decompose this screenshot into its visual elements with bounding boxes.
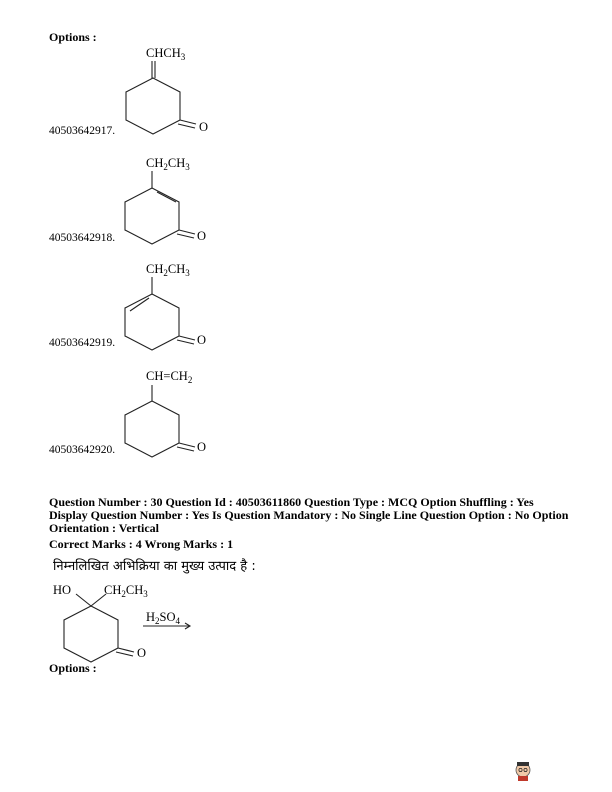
mascot-icon [514,760,532,782]
question-marks: Correct Marks : 4 Wrong Marks : 1 [49,537,234,551]
question-meta-line1: Question Number : 30 Question Id : 40503611860 Question Type : MCQ Option Shuffling : Yes [49,495,534,509]
options-label: Options : [49,30,97,44]
question-meta-line3: Orientation : Vertical [49,521,159,535]
option-2-substituent: $CH_2CH_3$ [146,156,190,172]
option-4-id: 40503642920. [49,444,116,456]
option-2-id: 40503642918. [49,232,116,244]
reagent-h2so4: $H_2SO_4$ [146,610,181,626]
reactant-ho: HO [53,583,72,597]
option-4-oxygen: O [197,440,207,454]
reactant-oxygen: O [137,646,147,660]
option-2-oxygen: O [197,229,207,243]
reactant-ethyl: $CH_2CH_3$ [104,583,148,599]
question-meta-line2: Display Question Number : Yes Is Question Mandatory : No Single Line Question Option : No Option [49,508,569,522]
option-4-substituent: $CH=CH_2$ [146,369,193,385]
option-1-oxygen: O [199,120,209,134]
option-3-oxygen: O [197,333,207,347]
option-3-id: 40503642919. [49,337,116,349]
option-1-substituent: $CHCH_3$ [146,46,186,62]
question-text-hindi: निम्नलिखित अभिक्रिया का मुख्य उत्पाद है : [53,559,256,574]
options-label-2: Options : [49,661,97,675]
option-3-substituent: $CH_2CH_3$ [146,262,190,278]
option-1-id: 40503642917. [49,125,116,137]
collegedunia-logo [514,758,606,786]
